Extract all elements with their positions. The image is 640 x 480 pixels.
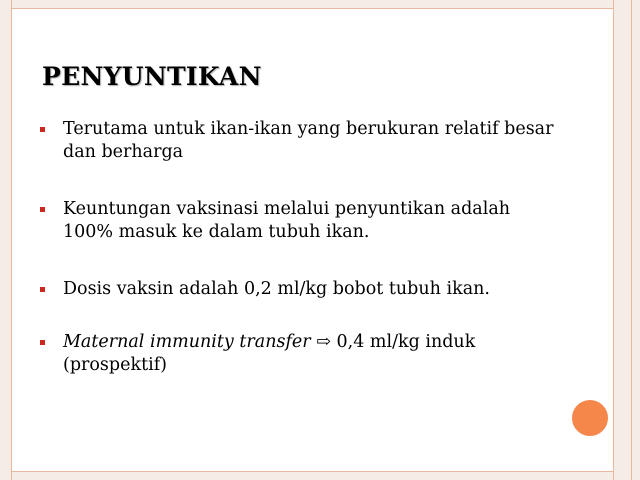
bullet-text: Terutama untuk ikan-ikan yang berukuran relatif besar dan berharga: [63, 119, 554, 162]
bullet-item: [38, 278, 558, 301]
bullet-list: [38, 118, 558, 377]
bullet-text: Dosis vaksin adalah 0,2 ml/kg bobot tubuh ikan.: [63, 279, 490, 299]
bullet-italic-text: Maternal immunity transfer: [63, 332, 311, 352]
bullet-item: [38, 118, 558, 164]
frame-right-inner-line: [631, 0, 632, 480]
square-bullet-icon: [40, 287, 45, 292]
square-bullet-icon: [40, 207, 45, 212]
frame-top-border: [12, 0, 613, 9]
slide-title: PENYUNTIKAN: [42, 62, 262, 91]
frame-right-border: [613, 0, 640, 480]
square-bullet-icon: [40, 340, 45, 345]
bullet-item: [38, 198, 558, 244]
square-bullet-icon: [40, 127, 45, 132]
frame-left-border: [0, 0, 12, 480]
orange-circle-icon: [570, 398, 610, 438]
frame-bottom-border: [12, 471, 613, 480]
bullet-text: Keuntungan vaksinasi melalui penyuntikan adalah 100% masuk ke dalam tubuh ikan.: [63, 199, 511, 242]
bullet-text: 0,4 ml/kg induk (prospektif): [63, 332, 476, 375]
right-arrow-icon: ⇨: [316, 332, 331, 352]
bullet-item: [38, 331, 558, 377]
